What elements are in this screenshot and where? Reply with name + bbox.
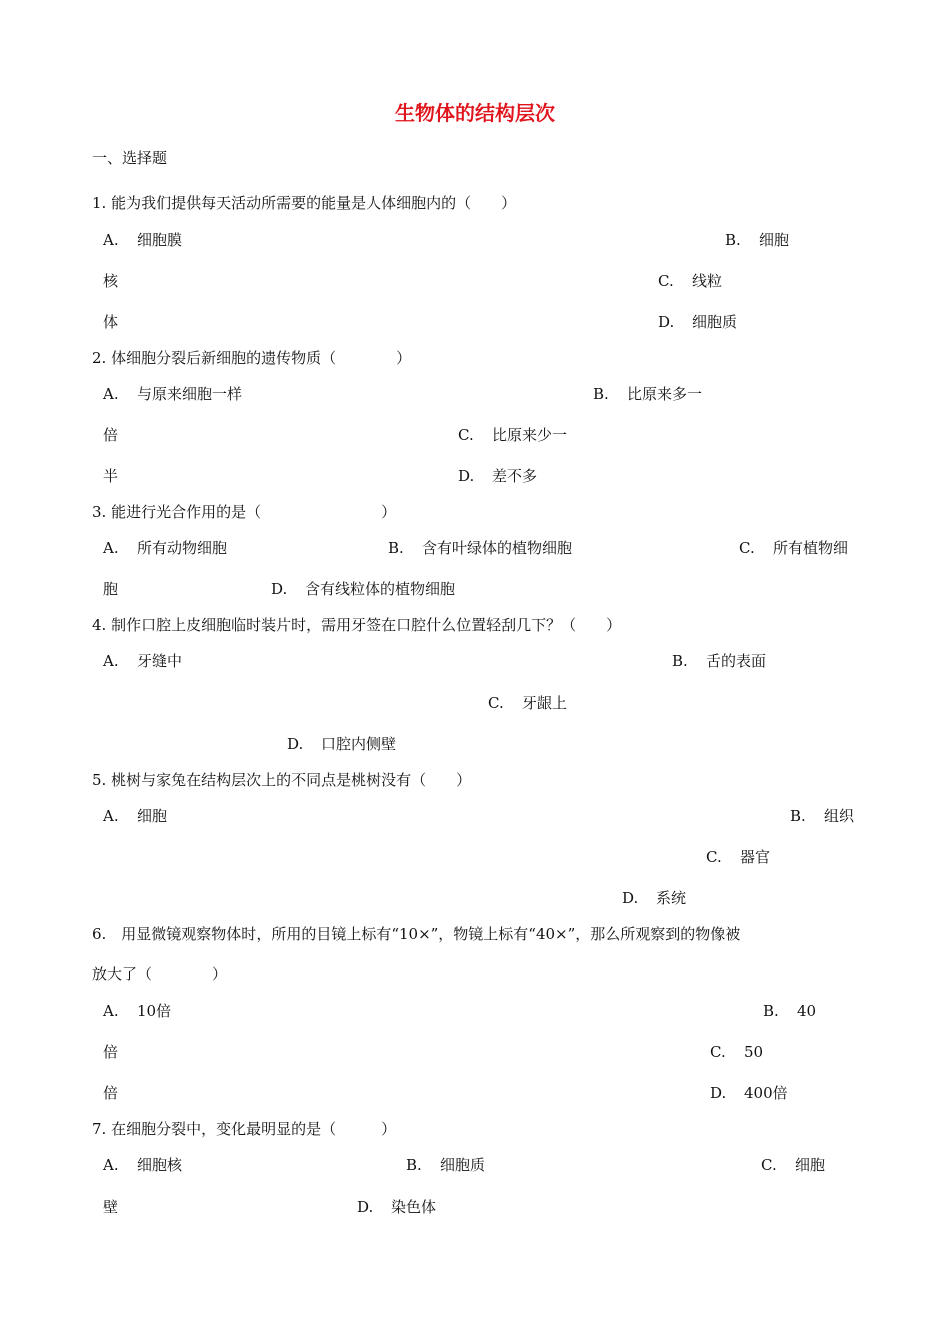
option-letter: C. [761,1156,777,1174]
option-text: 10倍 [137,1002,172,1020]
option-text: 细胞核 [137,1156,183,1174]
question-7-stem: 7. 在细胞分裂中，变化最明显的是（ ） [92,1120,397,1138]
option-letter: C. [706,848,722,866]
option-letter: C. [458,426,474,444]
option-text: 40 [797,1002,817,1020]
q1-option-c-wrap: 体 [103,313,119,331]
q7-option-d[interactable] [357,1197,436,1217]
option-letter: B. [593,385,609,403]
q4-option-d[interactable] [287,734,396,754]
option-letter: C. [739,539,755,557]
option-letter: D. [357,1198,374,1216]
question-4-stem: 4. 制作口腔上皮细胞临时装片时，需用牙签在口腔什么位置轻刮几下？（ ） [92,616,622,634]
option-text: 50 [744,1043,764,1061]
option-text: 细胞质 [440,1156,486,1174]
option-letter: A. [103,652,119,670]
q3-option-c-wrap: 胞 [103,580,119,598]
q2-option-c-wrap: 半 [103,467,119,485]
question-3-stem: 3. 能进行光合作用的是（ ） [92,503,397,521]
option-letter: D. [622,889,639,907]
q6-option-d[interactable] [710,1083,788,1103]
option-text: 系统 [656,889,687,907]
q7-option-c-wrap: 壁 [103,1198,119,1216]
option-text: 含有线粒体的植物细胞 [305,580,456,598]
option-text: 细胞质 [692,313,738,331]
option-letter: D. [287,735,304,753]
q2-option-d[interactable] [458,466,537,486]
page-title: 生物体的结构层次 [395,101,555,125]
option-letter: C. [488,694,504,712]
q4-option-c[interactable] [488,693,567,713]
q7-option-c[interactable] [761,1155,825,1175]
q3-option-b[interactable] [388,538,572,558]
q6-option-a[interactable] [103,1001,171,1021]
option-text: 与原来细胞一样 [137,385,243,403]
question-5-stem: 5. 桃树与家兔在结构层次上的不同点是桃树没有（ ） [92,771,472,789]
option-letter: C. [710,1043,726,1061]
option-text: 线粒 [692,272,723,290]
question-6-stem-cont: 放大了（ ） [92,965,228,983]
option-text: 差不多 [492,467,538,485]
q7-option-a[interactable] [103,1155,182,1175]
q2-option-b[interactable] [593,384,702,404]
option-text: 400倍 [744,1084,788,1102]
q2-option-a[interactable] [103,384,242,404]
option-text: 细胞 [795,1156,826,1174]
option-text: 细胞 [137,807,168,825]
q1-option-c[interactable] [658,271,722,291]
option-letter: D. [458,467,475,485]
q2-option-b-wrap: 倍 [103,426,119,444]
option-text: 口腔内侧壁 [321,735,397,753]
q1-option-d[interactable] [658,312,737,332]
option-letter: A. [103,539,119,557]
option-letter: B. [388,539,404,557]
option-text: 细胞 [759,231,790,249]
option-text: 比原来少一 [492,426,568,444]
q2-option-c[interactable] [458,425,567,445]
option-letter: D. [271,580,288,598]
q3-option-a[interactable] [103,538,227,558]
question-2-stem: 2. 体细胞分裂后新细胞的遗传物质（ ） [92,349,412,367]
q4-option-a[interactable] [103,651,182,671]
q7-option-b[interactable] [406,1155,485,1175]
option-text: 器官 [740,848,771,866]
option-letter: B. [790,807,806,825]
option-text: 比原来多一 [627,385,703,403]
option-letter: C. [658,272,674,290]
option-text: 组织 [824,807,855,825]
q3-option-d[interactable] [271,579,455,599]
option-text: 所有动物细胞 [137,539,228,557]
section-heading: 一、选择题 [92,149,168,167]
option-text: 细胞膜 [137,231,183,249]
q1-option-b-wrap: 核 [103,272,119,290]
q5-option-c[interactable] [706,847,770,867]
option-text: 牙龈上 [522,694,568,712]
option-letter: D. [658,313,675,331]
q1-option-a[interactable] [103,230,182,250]
option-letter: D. [710,1084,727,1102]
q4-option-b[interactable] [672,651,766,671]
option-letter: A. [103,1002,119,1020]
option-text: 舌的表面 [706,652,767,670]
question-6-stem: 6. 用显微镜观察物体时，所用的目镜上标有“10×”，物镜上标有“40×”，那么所观察到的物像被 [92,925,741,943]
q6-option-c[interactable] [710,1042,763,1062]
option-letter: B. [672,652,688,670]
question-1-stem: 1. 能为我们提供每天活动所需要的能量是人体细胞内的（ ） [92,194,517,212]
option-letter: B. [725,231,741,249]
option-text: 含有叶绿体的植物细胞 [422,539,573,557]
option-text: 染色体 [391,1198,437,1216]
option-letter: B. [406,1156,422,1174]
q6-option-b[interactable] [763,1001,816,1021]
q6-option-b-wrap: 倍 [103,1043,119,1061]
q5-option-b[interactable] [790,806,854,826]
option-letter: A. [103,231,119,249]
q5-option-a[interactable] [103,806,167,826]
q5-option-d[interactable] [622,888,686,908]
q3-option-c[interactable] [739,538,848,558]
option-letter: A. [103,807,119,825]
q6-option-c-wrap: 倍 [103,1084,119,1102]
option-letter: A. [103,1156,119,1174]
option-text: 牙缝中 [137,652,183,670]
q1-option-b[interactable] [725,230,789,250]
option-letter: A. [103,385,119,403]
option-text: 所有植物细 [773,539,849,557]
option-letter: B. [763,1002,779,1020]
